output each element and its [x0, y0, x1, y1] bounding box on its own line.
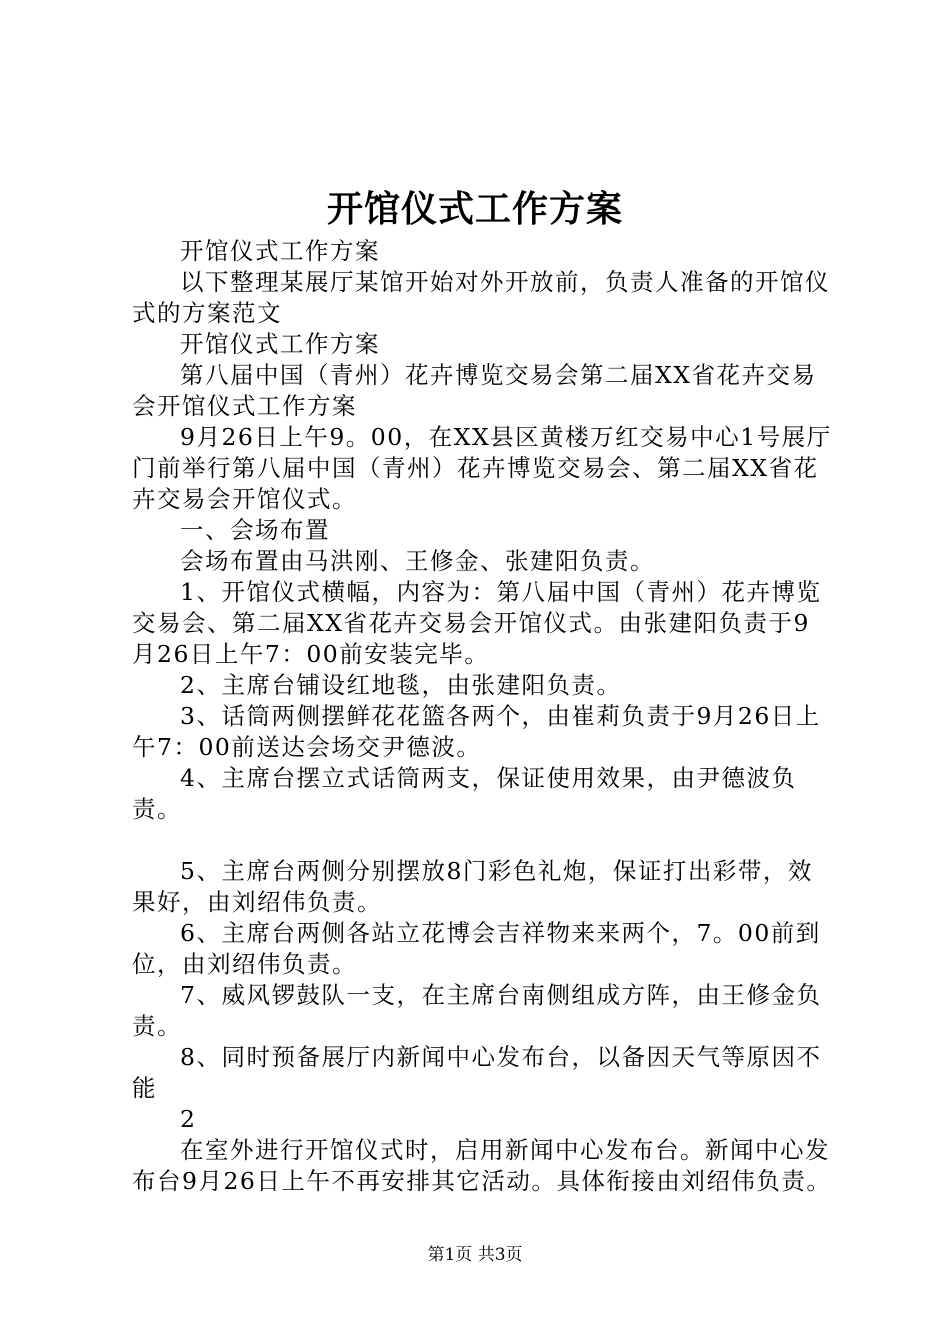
page-marker: 2: [180, 1105, 197, 1133]
paragraph: 9月26日上午9。00，在XX县区黄楼万红交易中心1号展厅门前举行第八届中国（青州）花卉博览交易会、第二届XX省花卉交易会开馆仪式。: [132, 423, 832, 513]
list-item: 3、话筒两侧摆鲜花花篮各两个，由崔莉负责于9月26日上午7：00前送达会场交尹德波。: [132, 702, 821, 761]
paragraph: 在室外进行开馆仪式时，启用新闻中心发布台。新闻中心发布台9月26日上午不再安排其它活动。具体衔接由刘绍伟负责。: [132, 1136, 832, 1195]
section-heading: 一、会场布置: [180, 516, 330, 544]
list-item: 8、同时预备展厅内新闻中心发布台，以备因天气等原因不能: [132, 1043, 822, 1102]
paragraph: 以下整理某展厅某馆开始对外开放前，负责人准备的开馆仪式的方案范文: [132, 268, 830, 327]
paragraph: 开馆仪式工作方案: [180, 237, 380, 265]
document-body: [132, 236, 832, 1197]
list-item: 5、主席台两侧分别摆放8门彩色礼炮，保证打出彩带，效果好，由刘绍伟负责。: [132, 857, 813, 916]
list-item: 2、主席台铺设红地毯，由张建阳负责。: [180, 671, 622, 699]
paragraph: 开馆仪式工作方案: [180, 330, 380, 358]
list-item: 4、主席台摆立式话筒两支，保证使用效果，由尹德波负责。: [132, 764, 797, 823]
document-title: 开馆仪式工作方案: [326, 188, 623, 230]
paragraph: 会场布置由马洪刚、王修金、张建阳负责。: [180, 547, 655, 575]
list-item: 1、开馆仪式横幅，内容为：第八届中国（青州）花卉博览交易会、第二届XX省花卉交易会开馆仪式。由张建阳负责于9月26日上午7：00前安装完毕。: [132, 578, 822, 668]
page-footer: 第1页 共3页: [427, 1245, 523, 1265]
list-item: 7、威风锣鼓队一支，在主席台南侧组成方阵，由王修金负责。: [132, 981, 822, 1040]
list-item: 6、主席台两侧各站立花博会吉祥物来来两个，7。00前到位，由刘绍伟负责。: [132, 919, 821, 978]
paragraph: 第八届中国（青州）花卉博览交易会第二届XX省花卉交易会开馆仪式工作方案: [132, 361, 817, 420]
